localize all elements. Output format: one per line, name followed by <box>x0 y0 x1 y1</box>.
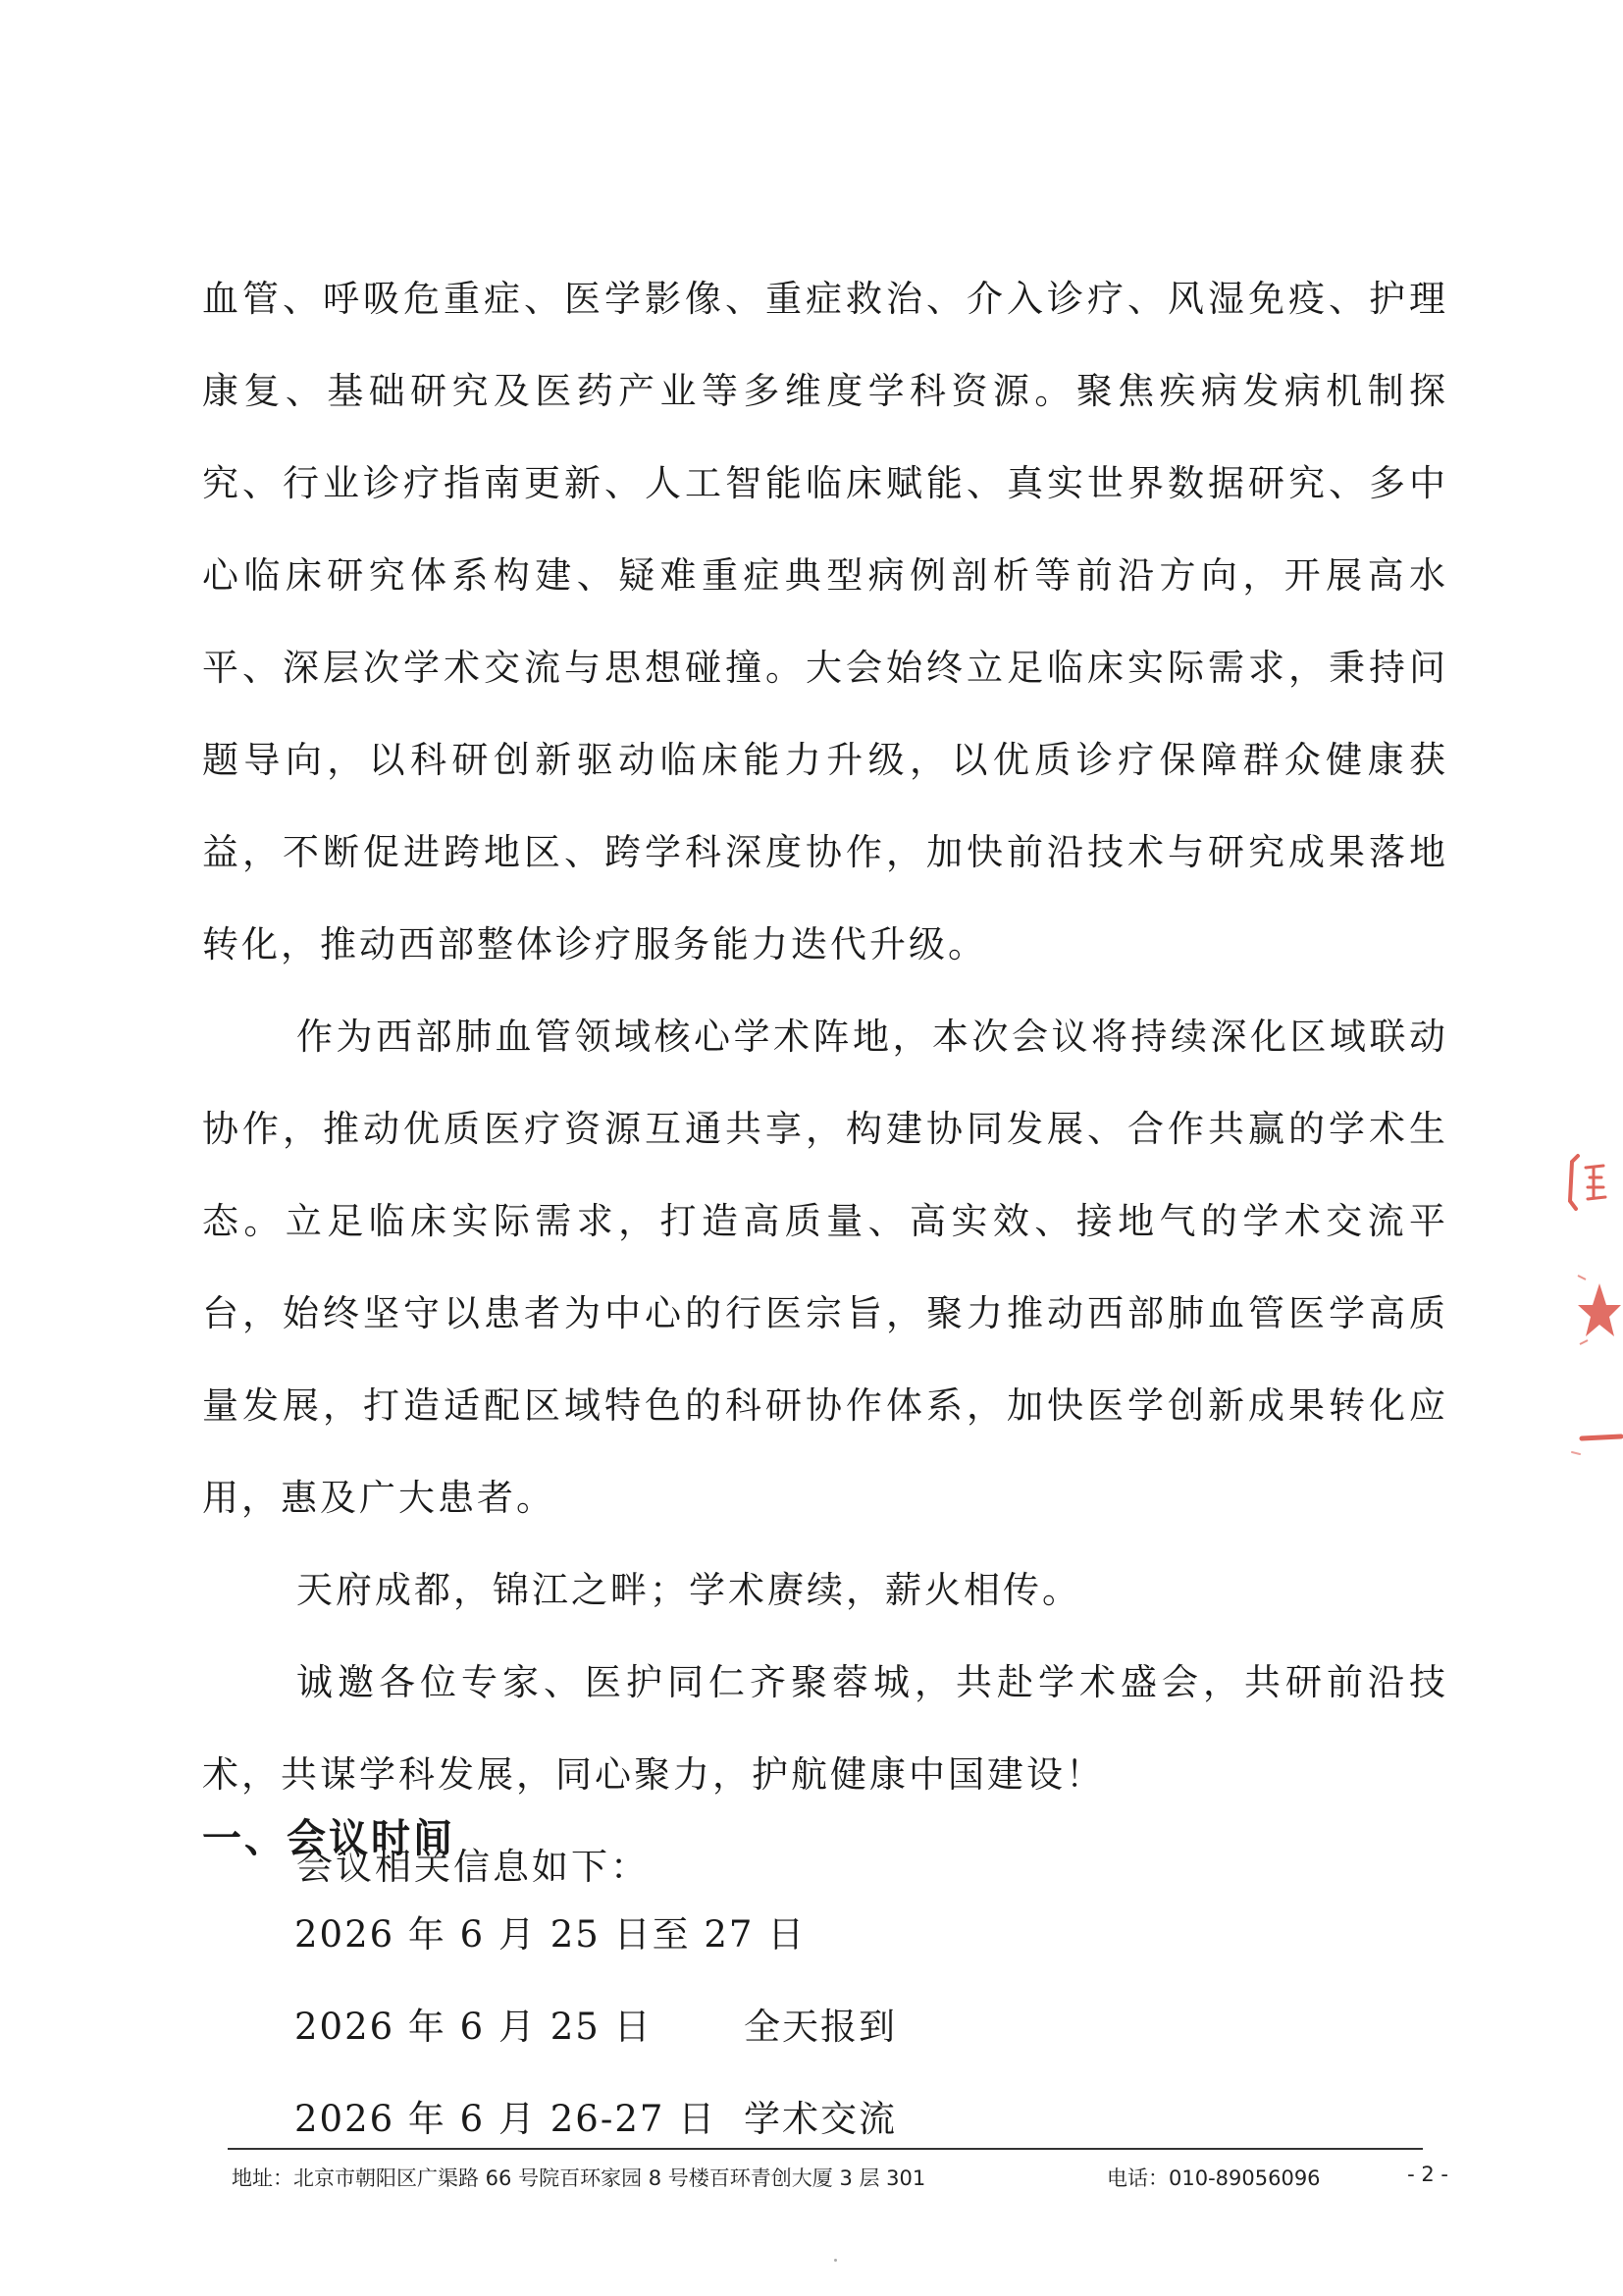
schedule-desc: 学术交流 <box>744 2098 897 2140</box>
paragraph-invitation: 诚邀各位专家、医护同仁齐聚蓉城，共赴学术盛会，共研前沿技术，共谋学科发展，同心聚力，护航健康中国建设！ <box>202 1661 1448 1796</box>
page-footer <box>232 2163 1448 2202</box>
seal-fragment-icon <box>1560 1148 1623 1482</box>
schedule-desc: 全天报到 <box>744 2006 897 2048</box>
schedule-date: 2026 年 6 月 25 日 <box>294 2006 653 2048</box>
footer-address: 地址：北京市朝阳区广渠路 66 号院百环家园 8 号楼百环青创大厦 3 层 301 <box>232 2166 926 2190</box>
paragraph-continued: 血管、呼吸危重症、医学影像、重症救治、介入诊疗、风湿免疫、护理康复、基础研究及医药产业等多维度学科资源。聚焦疾病发病机制探究、行业诊疗指南更新、人工智能临床赋能、真实世界数据研究、多中心临床研究体系构建、疑难重症典型病例剖析等前沿方向，开展高水平、深层次学术交流与思想碰撞。大会始终立足临床实际需求，秉持问题导向，以科研创新驱动临床能力升级，以优质诊疗保障群众健康获益，不断促进跨地区、跨学科深度协作，加快前沿技术与研究成果落地转化，推动西部整体诊疗服务能力迭代升级。 <box>202 278 1448 965</box>
paragraph-info-intro: 会议相关信息如下： <box>296 1846 650 1888</box>
schedule-date: 2026 年 6 月 25 日至 27 日 <box>294 1913 807 1956</box>
schedule-date: 2026 年 6 月 26-27 日 <box>294 2098 717 2140</box>
paragraph-tianfu: 天府成都，锦江之畔；学术赓续，薪火相传。 <box>296 1569 1081 1611</box>
page-number: - 2 - <box>1407 2163 1448 2186</box>
scan-speck <box>834 2259 837 2262</box>
footer-phone: 电话：010-89056096 <box>1107 2166 1321 2190</box>
schedule-row <box>294 1889 897 1981</box>
paragraph-platform: 作为西部肺血管领域核心学术阵地，本次会议将持续深化区域联动协作，推动优质医疗资源互通共享，构建协同发展、合作共赢的学术生态。立足临床实际需求，打造高质量、高实效、接地气的学术交流平台，始终坚守以患者为中心的行医宗旨，聚力推动西部肺血管医学高质量发展，打造适配区域特色的科研协作体系，加快医学创新成果转化应用，惠及广大患者。 <box>202 1016 1448 1519</box>
schedule-row <box>294 1981 897 2073</box>
schedule-row <box>294 2073 897 2166</box>
meeting-schedule <box>294 1889 897 2166</box>
body-text <box>202 253 1448 1913</box>
section-heading-meeting-time: 一、会议时间 <box>202 1816 455 1861</box>
footer-divider <box>228 2148 1423 2150</box>
